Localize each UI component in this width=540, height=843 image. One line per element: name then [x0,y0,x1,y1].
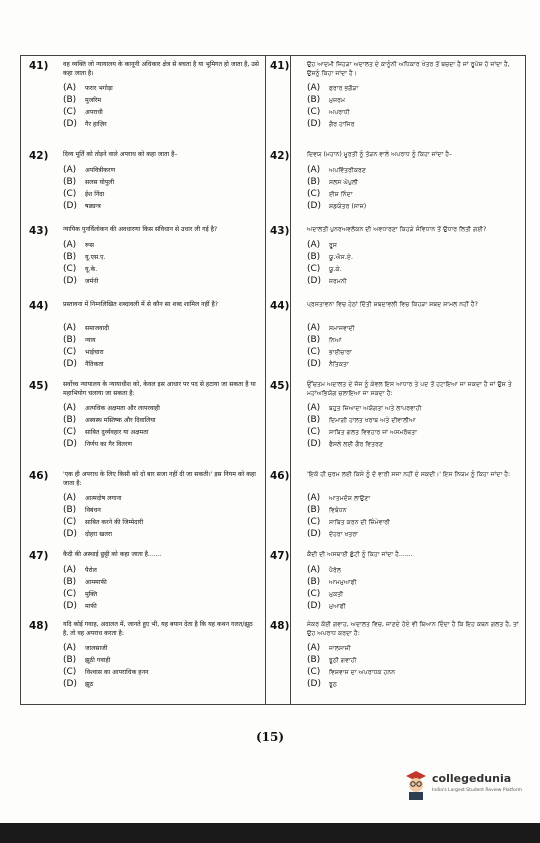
bottom-edge-shadow [0,823,540,843]
question-number-punjabi: 48) [270,620,290,632]
option-letter: (C) [63,667,77,677]
option-text: निर्णय का गैर वितरण [85,441,132,448]
option-hindi [63,241,94,250]
question-number-hindi: 48) [29,620,49,632]
option-letter: (A) [63,403,77,413]
option-punjabi [307,668,395,677]
option-punjabi [307,416,416,425]
option-text: ਫਰਾਰ ਭਗੌੜਾ [329,85,359,92]
option-letter: (C) [63,107,77,117]
option-letter: (B) [307,655,321,665]
option-text: आत्मदोष लगाना [85,495,122,502]
option-letter: (B) [63,415,77,425]
option-text: ਫੈਸਲੇ ਲਈ ਗੈਰ ਵਿਤਰਣ [329,441,384,448]
question-number-hindi: 43) [29,225,49,237]
option-punjabi [307,644,351,653]
question-number-hindi: 42) [29,150,49,162]
option-hindi [63,680,93,689]
option-punjabi [307,578,357,587]
option-text: ਯੂ.ਕੇ. [329,266,342,273]
option-punjabi [307,336,342,345]
option-letter: (B) [307,177,321,187]
question-text-hindi: कैदी की अस्थाई छुट्टी को कहा जाता है....... [63,551,162,558]
option-hindi [63,120,107,129]
option-text: ਭਾਈਚਾਰਾ [329,349,352,356]
option-punjabi [307,178,358,187]
option-text: ਦੋਹਰਾ ਖਤਰਾ [329,531,358,538]
option-text: ਸ਼ਡਯੰਤਰ (ਸਾਜ਼) [329,203,367,210]
question-text-punjabi: ਪ੍ਰਸਤਾਵਨਾ ਵਿਚ ਹੇਠਾਂ ਦਿੱਤੀ ਸ਼ਬਦਾਵਲੀ ਵਿਚ ਕਿਹੜਾ ਸ਼ਬਦ ਸ਼ਾਮਲ ਨਹੀਂ ਹੈ? [307,301,478,308]
option-letter: (A) [63,240,77,250]
option-letter: (A) [307,643,321,653]
logo-wordmark: collegedunia [432,772,512,785]
option-letter: (C) [307,427,321,437]
option-text: झूठ [85,681,94,688]
option-punjabi [307,166,366,175]
question-number-punjabi: 46) [270,470,290,482]
option-letter: (B) [63,577,77,587]
option-letter: (C) [63,189,77,199]
option-letter: (C) [307,347,321,357]
option-punjabi [307,494,370,503]
option-hindi [63,428,148,437]
option-letter: (C) [307,264,321,274]
option-hindi [63,506,101,515]
option-letter: (C) [307,189,321,199]
option-text: फरार भगोड़ा [85,85,113,92]
option-text: ਝੂਠ [329,681,337,688]
question-text-hindi: प्रस्तावना में निम्नलिखित शब्दावली में से कौन सा शब्द शामिल नहीं है? [63,301,219,308]
option-letter: (D) [63,529,77,539]
option-letter: (B) [307,505,321,515]
option-text: ਜਰਮਨੀ [329,278,347,285]
option-letter: (D) [307,601,321,611]
option-letter: (C) [307,107,321,117]
option-letter: (A) [63,323,77,333]
option-text: न्याय [85,337,96,344]
option-text: ਮੁਆਫੀ [329,603,346,610]
question-text-punjabi: 'ਇਕੋ ਹੀ ਜੁਰਮ ਲਈ ਕਿਸੇ ਨੂੰ ਦੋ ਵਾਰੀ ਸਜਾ ਨਹੀਂ ਦੇ ਸਕਦੀ।' ਇਸ ਨਿਯਮ ਨੂੰ ਕਿਹਾ ਜਾਂਦਾ ਹੈ: [307,471,511,478]
option-letter: (B) [63,505,77,515]
option-letter: (B) [307,335,321,345]
option-hindi [63,277,98,286]
option-hindi [63,404,160,413]
option-text: सलस घोपुली [85,179,115,186]
option-letter: (C) [307,589,321,599]
option-text: रूस [85,242,94,249]
option-letter: (D) [307,119,321,129]
option-letter: (C) [63,517,77,527]
option-punjabi [307,440,383,449]
option-letter: (A) [307,493,321,503]
option-text: साबित करने की जिम्मेदारी [85,519,144,526]
option-letter: (D) [307,359,321,369]
question-number-punjabi: 43) [270,225,290,237]
option-text: नैतिकता [85,361,104,368]
option-text: दोहरा खतरा [85,531,112,538]
option-hindi [63,440,132,449]
option-letter: (B) [63,335,77,345]
option-punjabi [307,324,355,333]
option-text: ਮੁਕਤੀ [329,591,344,598]
column-divider-left [265,56,266,704]
question-text-hindi: वह व्यक्ति जो न्यायालय के कानूनी अधिकार क्षेत्र से बचता है या भूमिगत हो जाता है, उसे कहा जाता है। [63,61,259,77]
option-hindi [63,336,96,345]
option-letter: (D) [307,529,321,539]
question-sheet [20,55,526,705]
option-punjabi [307,566,341,575]
option-text: समाजवादी [85,325,110,332]
option-letter: (B) [63,95,77,105]
option-text: मुजरिम [85,97,102,104]
option-text: अपवित्रीकरण [85,167,116,174]
question-text-hindi: यदि कोई गवाह, अदालत में, जानते हुए भी, यह बयान देता है कि यह कथन गलत/झूठ है, तो वह अपराध करता है: [63,621,253,637]
option-hindi [63,602,97,611]
option-hindi [63,253,106,262]
option-text: ਸਮਾਜਵਾਦੀ [329,325,355,332]
option-punjabi [307,506,347,515]
option-text: विबंधन [85,507,101,514]
option-hindi [63,178,114,187]
question-text-punjabi: ਜੇਕਰ ਕੋਈ ਗਵਾਹ, ਅਦਾਲਤ ਵਿਚ, ਜਾਣਦੇ ਹੋਏ ਵੀ ਬਿਆਨ ਦਿੰਦਾ ਹੈ ਕਿ ਇਹ ਕਥਨ ਗਲਤ ਹੈ, ਤਾਂ ਉਹ ਅਪਰਾਧ ਕਰਦਾ ਹੈ: [307,621,519,637]
option-hindi [63,644,107,653]
question-text-hindi: 'एक ही अपराध के लिए किसी को दो बार सजा नहीं दी जा सकती।' इस नियम को कहा जाता है: [63,471,256,487]
option-letter: (D) [63,439,77,449]
option-text: ਬਹੁਤ ਜ਼ਿਆਦਾ ਅਯੋਗਤਾ ਅਤੇ ਲਾਪਰਵਾਹੀ [329,405,422,412]
option-text: यू.एस.ए. [85,254,106,261]
option-text: ਵਿਸ਼ਵਾਸ ਦਾ ਅਪਰਾਧਕ ਹਨਨ [329,669,396,676]
option-letter: (B) [63,252,77,262]
option-hindi [63,590,97,599]
option-letter: (C) [63,264,77,274]
option-text: ਨੈਤਿਕਤਾ [329,361,349,368]
option-text: ਸਾਬਿਤ ਗਲਤ ਵਿਵਹਾਰ ਜਾਂ ਅਸਮਰੱਥਤਾ [329,429,417,436]
question-number-punjabi: 42) [270,150,290,162]
option-text: विश्वास का आपराधिक हनन [85,669,149,676]
option-letter: (B) [307,252,321,262]
option-hindi [63,96,101,105]
question-text-hindi: दिव्य मूर्ति को तोड़ने वाले अपराध को कहा जाता है– [63,151,178,158]
option-letter: (D) [63,276,77,286]
option-letter: (C) [63,589,77,599]
option-letter: (A) [63,643,77,653]
option-letter: (D) [63,201,77,211]
option-letter: (C) [63,347,77,357]
question-number-hindi: 45) [29,380,49,392]
option-letter: (D) [307,201,321,211]
option-punjabi [307,120,355,129]
option-letter: (D) [63,601,77,611]
option-punjabi [307,202,366,211]
option-letter: (A) [307,240,321,250]
option-letter: (D) [63,679,77,689]
option-letter: (B) [307,577,321,587]
option-text: गैर हाज़िर [85,121,107,128]
option-letter: (A) [63,493,77,503]
option-letter: (A) [307,565,321,575]
option-letter: (C) [63,427,77,437]
option-hindi [63,108,103,117]
option-letter: (C) [307,517,321,527]
question-number-punjabi: 44) [270,300,290,312]
option-letter: (A) [307,323,321,333]
question-text-hindi: न्यायिक पुनर्विलोकन की अवधारणा किस संविधान से उधार ली गई है? [63,226,218,233]
option-text: आममाफी [85,579,107,586]
option-letter: (B) [63,177,77,187]
question-text-punjabi: ਦਿਵਯ (ਮਹਾਨ) ਮੂਰਤੀ ਨੂੰ ਤੋੜਨ ਵਾਲੇ ਅਪਰਾਧ ਨੂੰ ਕਿਹਾ ਜਾਂਦਾ ਹੈ– [307,151,453,158]
option-text: मुक्ति [85,591,98,598]
option-text: अत्यधिक अक्षमता और लापरवाही [85,405,160,412]
option-text: अस्वस्थ मस्तिष्क और दिवालिया [85,417,156,424]
option-text: ਪੈਰੋਲ [329,567,342,574]
option-hindi [63,494,122,503]
option-punjabi [307,360,349,369]
option-hindi [63,202,101,211]
option-hindi [63,324,109,333]
option-text: षड्यन्त्र [85,203,101,210]
option-punjabi [307,348,352,357]
option-hindi [63,166,115,175]
option-text: ਦਿਮਾਗੀ ਹਾਲਤ ਖਰਾਬ ਅਤੇ ਦੀਵਾਲੀਆ [329,417,416,424]
option-text: पैरोल [85,567,97,574]
option-text: जर्मनी [85,278,99,285]
option-text: ईश निंदा [85,191,105,198]
question-text-punjabi: ਉਹ ਆਦਮੀ ਜਿਹੜਾ ਅਦਾਲਤ ਦੇ ਕਾਨੂੰਨੀ ਅਧਿਕਾਰ ਖੇਤਰ ਤੋਂ ਬਚਦਾ ਹੈ ਜਾਂ ਰੂਪੋਸ਼ ਹੋ ਜਾਂਦਾ ਹੈ, ਉਸਨੂੰ ਕਿਹਾ ਜਾਂਦਾ ਹੈ। [307,61,510,77]
question-text-punjabi: ਉੱਚਤਮ ਅਦਾਲਤ ਦੇ ਜੱਜ ਨੂੰ ਕੇਵਲ ਇਸ ਆਧਾਰ ਤੇ ਪਦ ਤੋਂ ਹਟਾਇਆ ਜਾ ਸਕਦਾ ਹੈ ਜਾਂ ਉਸ ਤੇ ਮਹਾਂਅਭਿਯੋਗ ਚਲਾਇਆ ਜਾ ਸਕਦਾ ਹੈ: [307,381,512,397]
option-text: ਵਿਬੰਧਨ [329,507,347,514]
logo-tagline: India's Largest Student Review Platform [432,788,522,793]
option-letter: (D) [307,439,321,449]
option-hindi [63,530,112,539]
option-hindi [63,578,107,587]
option-text: जालसाजी [85,645,108,652]
option-punjabi [307,428,417,437]
option-hindi [63,84,113,93]
option-text: झूठी गवाही [85,657,111,664]
option-text: साबित दुर्व्यवहार या अक्षमता [85,429,149,436]
option-text: ਝੂਠੀ ਗਵਾਹੀ [329,657,357,664]
graduate-mascot-icon [404,770,428,800]
option-punjabi [307,190,353,199]
option-hindi [63,566,97,575]
question-number-hindi: 46) [29,470,49,482]
option-letter: (A) [63,565,77,575]
option-letter: (A) [63,83,77,93]
question-number-hindi: 41) [29,60,49,72]
collegedunia-logo [404,770,534,810]
option-text: ਸਲਸ ਘੋਪੁਲੀ [329,179,359,186]
option-punjabi [307,656,356,665]
option-text: ਗੈਰ ਹਾਜਿਰ [329,121,355,128]
question-text-hindi: सर्वोच्च न्यायालय के न्यायाधीश को, केवल इस आधार पर पद से हटाया जा सकता है या महाभियोग चलाया जा सकता है: [63,381,256,397]
option-punjabi [307,265,342,274]
option-hindi [63,190,104,199]
option-letter: (B) [307,95,321,105]
option-punjabi [307,680,337,689]
option-punjabi [307,108,350,117]
option-letter: (D) [63,359,77,369]
question-text-punjabi: ਅਦਾਲਤੀ ਪੁਨਰਅਵਲੋਕਨ ਦੀ ਅਵਧਾਰਣਾ ਕਿਹੜੇ ਸੰਵਿਧਾਨ ਤੋਂ ਉਧਾਰ ਲਿਤੀ ਗਈ? [307,226,487,233]
option-text: ਯੂ.ਐਸ.ਏ. [329,254,353,261]
option-text: माफी [85,603,97,610]
option-punjabi [307,241,337,250]
option-punjabi [307,518,390,527]
option-text: ਨਿਆਂ [329,337,342,344]
option-letter: (B) [307,415,321,425]
question-number-hindi: 44) [29,300,49,312]
option-text: यू.के. [85,266,98,273]
option-punjabi [307,96,345,105]
option-hindi [63,360,103,369]
option-hindi [63,265,97,274]
option-text: ਈਸ਼ ਨਿੰਦਾ [329,191,353,198]
option-punjabi [307,253,353,262]
option-letter: (A) [307,165,321,175]
option-text: ਆਮਮੁਆਫੀ [329,579,357,586]
option-punjabi [307,530,358,539]
option-punjabi [307,84,358,93]
option-letter: (D) [63,119,77,129]
question-number-punjabi: 47) [270,550,290,562]
option-letter: (A) [307,83,321,93]
option-letter: (A) [307,403,321,413]
option-hindi [63,656,110,665]
option-hindi [63,668,148,677]
option-text: ਰੂਸ [329,242,337,249]
option-text: ਸਾਬਿਤ ਕਰਨ ਦੀ ਜ਼ਿੰਮੇਵਾਰੀ [329,519,390,526]
question-text-punjabi: ਕੈਦੀ ਦੀ ਅਸਥਾਈ ਛੁੱਟੀ ਨੂੰ ਕਿਹਾ ਜਾਂਦਾ ਹੈ....... [307,551,413,558]
option-text: भाईचारा [85,349,104,356]
option-text: अपराधी [85,109,103,116]
option-letter: (A) [63,165,77,175]
option-hindi [63,348,104,357]
option-text: ਆਤਮਦੋਸ਼ ਲਾਉਣਾ [329,495,371,502]
option-text: ਮੁਜਰਮ [329,97,346,104]
option-punjabi [307,404,421,413]
option-text: ਅਪਰਾਧੀ [329,109,350,116]
option-letter: (D) [307,679,321,689]
option-punjabi [307,602,346,611]
option-letter: (D) [307,276,321,286]
option-letter: (B) [63,655,77,665]
option-text: ਜਾਲਸਾਜ਼ੀ [329,645,351,652]
option-letter: (C) [307,667,321,677]
question-number-punjabi: 41) [270,60,290,72]
option-hindi [63,416,156,425]
option-punjabi [307,590,343,599]
page-number: (15) [255,730,285,744]
column-divider-right [290,56,291,704]
option-text: ਅਪਵਿੱਤਰੀਕਰਣ [329,167,366,174]
question-number-hindi: 47) [29,550,49,562]
question-number-punjabi: 45) [270,380,290,392]
option-punjabi [307,277,347,286]
option-hindi [63,518,143,527]
